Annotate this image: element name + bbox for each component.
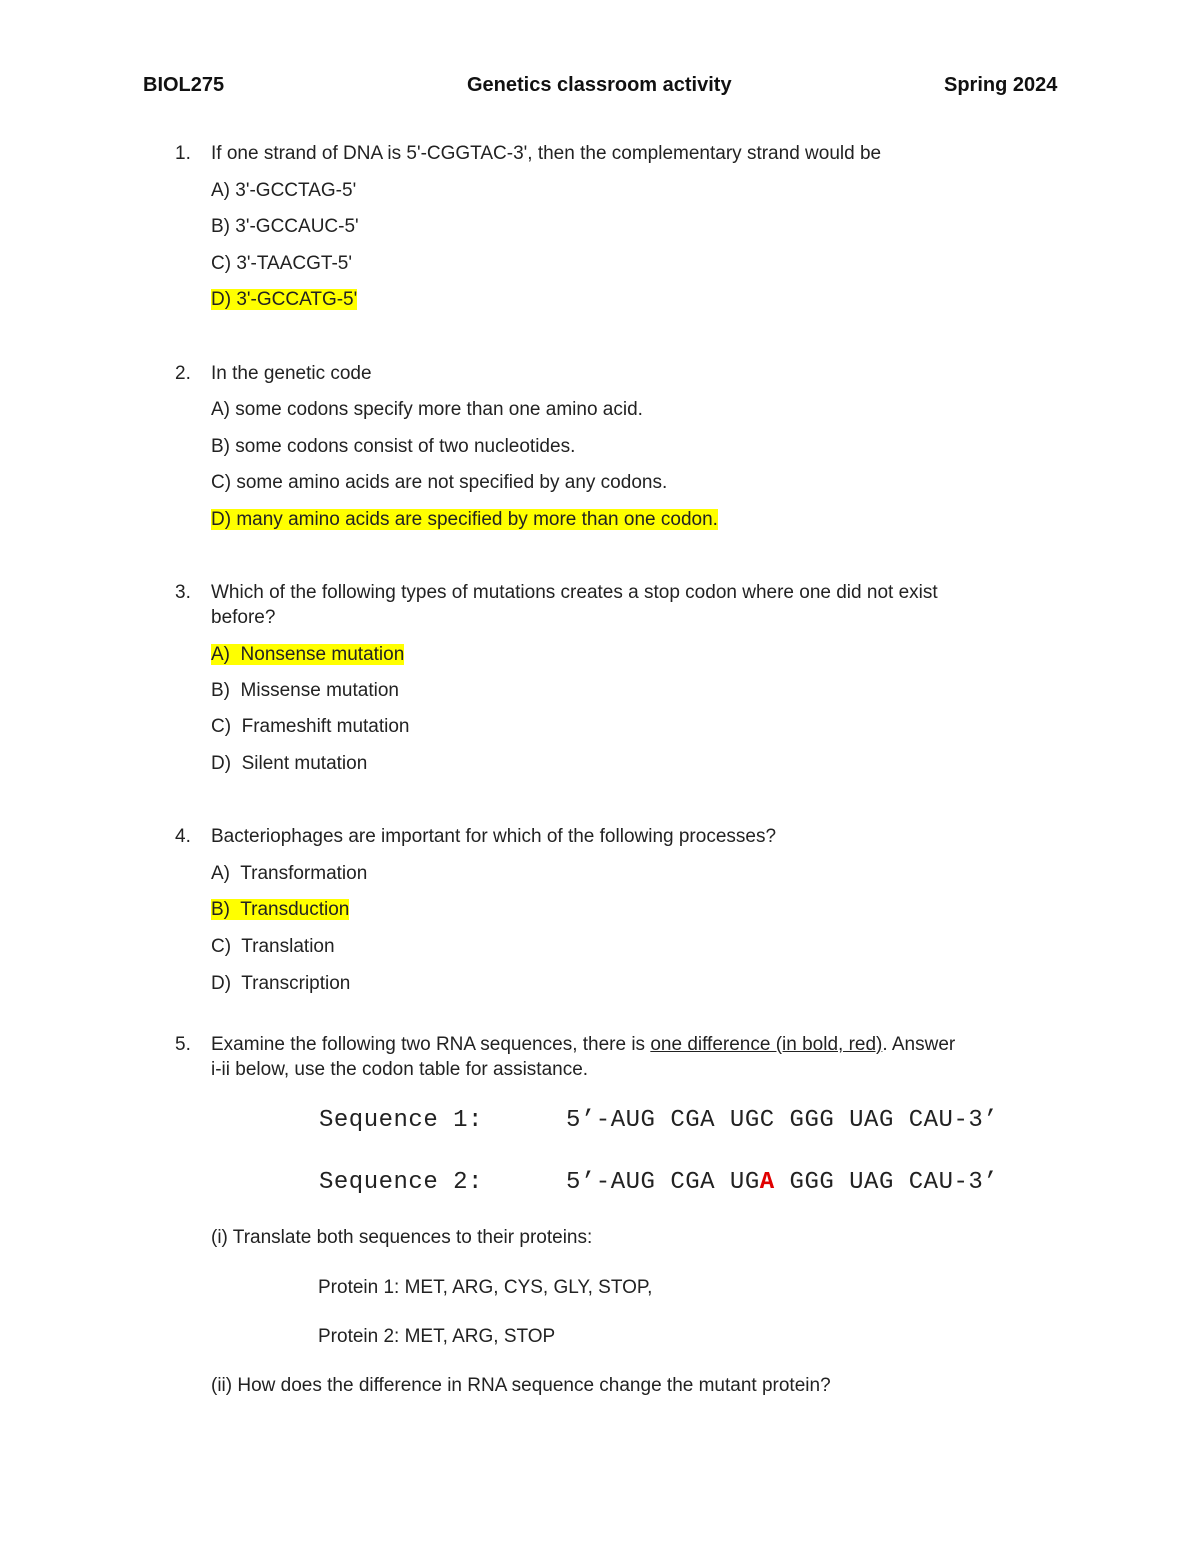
q3-option-c: C) Frameshift mutation [211, 716, 410, 737]
sequence-1: 5’-AUG CGA UGC GGG UAG CAU-3’ [566, 1107, 999, 1134]
sequence-2 [566, 1169, 998, 1196]
protein-2: Protein 2: MET, ARG, STOP [318, 1326, 556, 1347]
q4-stem: Bacteriophages are important for which of the following processes? [211, 826, 777, 847]
q4-answer-highlight: B) Transduction [211, 899, 350, 920]
q3-option-d: D) Silent mutation [211, 753, 368, 774]
q1-option-d [211, 289, 357, 311]
q4-option-d: D) Transcription [211, 973, 351, 994]
q4-number: 4. [175, 826, 191, 847]
q2-option-d [211, 509, 718, 531]
sequence-2-suffix: GGG UAG CAU-3’ [774, 1169, 999, 1196]
q1-option-c: C) 3'-TAACGT-5' [211, 253, 352, 274]
q2-number: 2. [175, 363, 191, 384]
q3-stem-line2: before? [211, 607, 276, 628]
sequence-2-prefix: 5’-AUG CGA UG [566, 1169, 760, 1196]
q5-stem-underlined: one difference (in bold, red) [650, 1034, 883, 1055]
term: Spring 2024 [944, 74, 1058, 96]
course-code: BIOL275 [143, 74, 225, 96]
q2-answer-highlight: D) many amino acids are specified by more than one codon. [211, 509, 718, 530]
q1-option-a: A) 3'-GCCTAG-5' [211, 180, 357, 201]
q5-stem-after: . Answer [882, 1034, 956, 1055]
q1-option-b: B) 3'-GCCAUC-5' [211, 216, 359, 237]
q2-option-b: B) some codons consist of two nucleotides. [211, 436, 576, 457]
q3-number: 3. [175, 582, 191, 603]
q5-stem-line1 [211, 1034, 955, 1056]
mutation-base: A [759, 1169, 775, 1196]
q5-stem-line2: i-ii below, use the codon table for assistance. [211, 1059, 589, 1080]
q2-option-c: C) some amino acids are not specified by any codons. [211, 472, 668, 493]
protein-1: Protein 1: MET, ARG, CYS, GLY, STOP, [318, 1277, 653, 1298]
q3-option-a [211, 644, 404, 666]
q1-stem: If one strand of DNA is 5'-CGGTAC-3', then the complementary strand would be [211, 143, 882, 164]
q1-number: 1. [175, 143, 191, 164]
q4-option-c: C) Translation [211, 936, 335, 957]
q5-number: 5. [175, 1034, 191, 1055]
q3-stem-line1: Which of the following types of mutations creates a stop codon where one did not exist [211, 582, 938, 603]
q2-option-a: A) some codons specify more than one amino acid. [211, 399, 643, 420]
q4-option-a: A) Transformation [211, 863, 368, 884]
sequence-1-label: Sequence 1: [319, 1107, 483, 1134]
q1-answer-highlight: D) 3'-GCCATG-5' [211, 289, 358, 310]
q2-stem: In the genetic code [211, 363, 372, 384]
q5-part-ii: (ii) How does the difference in RNA sequence change the mutant protein? [211, 1375, 831, 1396]
q3-option-b: B) Missense mutation [211, 680, 399, 701]
page-title: Genetics classroom activity [467, 74, 732, 96]
q5-part-i: (i) Translate both sequences to their proteins: [211, 1227, 593, 1248]
q4-option-b [211, 899, 349, 921]
sequence-2-label: Sequence 2: [319, 1169, 483, 1196]
q3-answer-highlight: A) Nonsense mutation [211, 644, 405, 665]
q5-stem-before: Examine the following two RNA sequences, there is [211, 1034, 651, 1055]
